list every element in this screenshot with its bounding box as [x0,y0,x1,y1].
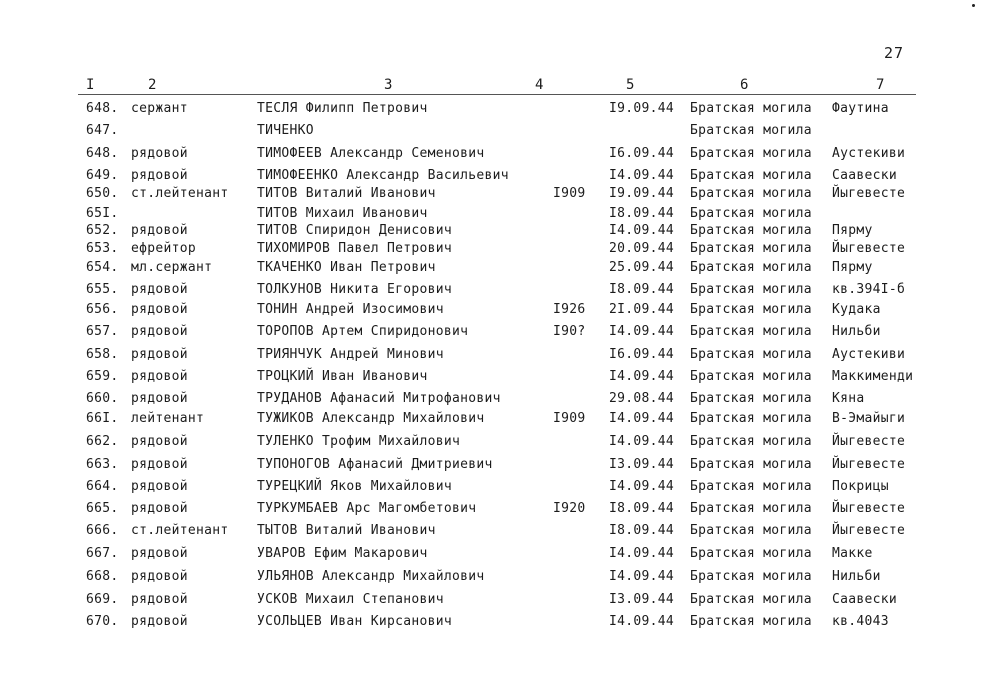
burial-place: Кяна [832,391,865,406]
row-number: 659. [86,369,119,384]
full-name: ТУЖИКОВ Александр Михайлович [257,411,485,426]
rank: рядовой [131,501,188,516]
burial-type: Братская могила [690,614,812,629]
rank: рядовой [131,479,188,494]
death-date: 29.08.44 [609,391,675,406]
row-number: 662. [86,434,119,449]
full-name: ТУЛЕНКО Трофим Михайлович [257,434,461,449]
death-date: I8.09.44 [609,501,675,516]
row-number: 660. [86,391,119,406]
burial-type: Братская могила [690,569,812,584]
death-date: I4.09.44 [609,168,675,183]
full-name: УЛЬЯНОВ Александр Михайлович [257,569,485,584]
rank: рядовой [131,592,188,607]
row-number: 658. [86,347,119,362]
rank: рядовой [131,614,188,629]
table-row [0,434,1000,456]
rank: ефрейтор [131,241,197,256]
burial-place: Кудака [832,302,881,317]
death-date: I4.09.44 [609,479,675,494]
full-name: ТИХОМИРОВ Павел Петрович [257,241,453,256]
rank: рядовой [131,168,188,183]
full-name: УСОЛЬЦЕВ Иван Кирсанович [257,614,453,629]
rank: ст.лейтенант [131,523,229,538]
full-name: ТИМОФЕЕНКО Александр Васильевич [257,168,509,183]
death-date: I4.09.44 [609,614,675,629]
rank: мл.сержант [131,260,213,275]
burial-place: Покрицы [832,479,889,494]
table-row [0,101,1000,123]
full-name: ТИТОВ Виталий Иванович [257,186,436,201]
full-name: ТИТОВ Михаил Иванович [257,206,428,221]
burial-place: Маккименди [832,369,914,384]
birth-year: I909 [553,186,586,201]
burial-type: Братская могила [690,592,812,607]
burial-type: Братская могила [690,206,812,221]
row-number: 663. [86,457,119,472]
burial-place: кв.4043 [832,614,889,629]
col-header-3: 3 [384,77,393,93]
full-name: ТРОЦКИЙ Иван Иванович [257,369,428,384]
burial-place: Аустекиви [832,347,906,362]
burial-place: Йыгевесте [832,501,906,516]
burial-type: Братская могила [690,457,812,472]
table-row [0,123,1000,145]
table-row [0,146,1000,168]
burial-type: Братская могила [690,282,812,297]
page-number: 27 [884,44,905,62]
burial-type: Братская могила [690,146,812,161]
death-date: I8.09.44 [609,282,675,297]
table-row [0,260,1000,282]
burial-type: Братская могила [690,186,812,201]
row-number: 66I. [86,411,119,426]
table-row [0,569,1000,591]
burial-place: Пярму [832,223,873,238]
death-date: 20.09.44 [609,241,675,256]
burial-type: Братская могила [690,324,812,339]
full-name: ТОРОПОВ Артем Спиридонович [257,324,469,339]
table-row [0,391,1000,413]
burial-type: Братская могила [690,302,812,317]
death-date: I4.09.44 [609,369,675,384]
birth-year: I926 [553,302,586,317]
full-name: ТУПОНОГОВ Афанасий Дмитриевич [257,457,493,472]
row-number: 665. [86,501,119,516]
row-number: 668. [86,569,119,584]
table-row [0,501,1000,523]
burial-type: Братская могила [690,123,812,138]
burial-type: Братская могила [690,391,812,406]
burial-place: кв.394I-б [832,282,906,297]
rank: лейтенант [131,411,205,426]
death-date: I9.09.44 [609,101,675,116]
row-number: 654. [86,260,119,275]
burial-place: Аустекиви [832,146,906,161]
row-number: 652. [86,223,119,238]
burial-place: Нильби [832,569,881,584]
death-date: I3.09.44 [609,457,675,472]
death-date: 2I.09.44 [609,302,675,317]
table-row [0,457,1000,479]
death-date: I9.09.44 [609,186,675,201]
burial-type: Братская могила [690,523,812,538]
rank: ст.лейтенант [131,186,229,201]
rank: рядовой [131,282,188,297]
full-name: ТЫТОВ Виталий Иванович [257,523,436,538]
rank: рядовой [131,146,188,161]
full-name: ТРИЯНЧУК Андрей Минович [257,347,444,362]
col-header-6: 6 [740,77,749,93]
death-date: I4.09.44 [609,411,675,426]
rank: рядовой [131,546,188,561]
header-rule [78,94,916,95]
row-number: 666. [86,523,119,538]
burial-type: Братская могила [690,546,812,561]
full-name: ТЕСЛЯ Филипп Петрович [257,101,428,116]
burial-type: Братская могила [690,434,812,449]
burial-place: Йыгевесте [832,457,906,472]
burial-place: Фаутина [832,101,889,116]
death-date: I6.09.44 [609,146,675,161]
burial-type: Братская могила [690,241,812,256]
scan-speck [972,4,975,7]
row-number: 649. [86,168,119,183]
table-row [0,614,1000,636]
full-name: ТКАЧЕНКО Иван Петрович [257,260,436,275]
burial-type: Братская могила [690,347,812,362]
death-date: I4.09.44 [609,546,675,561]
row-number: 656. [86,302,119,317]
burial-type: Братская могила [690,101,812,116]
burial-type: Братская могила [690,223,812,238]
table-row [0,347,1000,369]
full-name: ТУРЕЦКИЙ Яков Михайлович [257,479,453,494]
row-number: 647. [86,123,119,138]
burial-place: Саавески [832,592,898,607]
row-number: 667. [86,546,119,561]
burial-place: Йыгевесте [832,434,906,449]
death-date: I4.09.44 [609,569,675,584]
burial-type: Братская могила [690,479,812,494]
row-number: 65I. [86,206,119,221]
table-row [0,302,1000,324]
burial-place: В-Эмайыги [832,411,906,426]
death-date: 25.09.44 [609,260,675,275]
col-header-2: 2 [148,77,157,93]
full-name: ТИЧЕНКО [257,123,314,138]
birth-year: I909 [553,411,586,426]
burial-type: Братская могила [690,260,812,275]
full-name: УВАРОВ Ефим Макарович [257,546,428,561]
row-number: 669. [86,592,119,607]
table-row [0,411,1000,433]
col-header-4: 4 [535,77,544,93]
burial-place: Йыгевесте [832,523,906,538]
row-number: 657. [86,324,119,339]
rank: рядовой [131,369,188,384]
birth-year: I920 [553,501,586,516]
full-name: ТИТОВ Спиридон Денисович [257,223,453,238]
death-date: I6.09.44 [609,347,675,362]
full-name: ТИМОФЕЕВ Александр Семенович [257,146,485,161]
full-name: ТОНИН Андрей Изосимович [257,302,444,317]
col-header-1: I [86,77,95,93]
row-number: 648. [86,101,119,116]
burial-type: Братская могила [690,168,812,183]
rank: рядовой [131,434,188,449]
row-number: 650. [86,186,119,201]
table-row [0,324,1000,346]
death-date: I8.09.44 [609,523,675,538]
death-date: I3.09.44 [609,592,675,607]
rank: сержант [131,101,188,116]
burial-type: Братская могила [690,369,812,384]
table-row [0,479,1000,501]
rank: рядовой [131,569,188,584]
full-name: ТРУДАНОВ Афанасий Митрофанович [257,391,501,406]
death-date: I4.09.44 [609,434,675,449]
burial-place: Саавески [832,168,898,183]
burial-place: Йыгевесте [832,186,906,201]
burial-place: Йыгевесте [832,241,906,256]
col-header-5: 5 [626,77,635,93]
rank: рядовой [131,391,188,406]
burial-place: Макке [832,546,873,561]
col-header-7: 7 [876,77,885,93]
death-date: I8.09.44 [609,206,675,221]
rank: рядовой [131,223,188,238]
death-date: I4.09.44 [609,324,675,339]
row-number: 648. [86,146,119,161]
row-number: 670. [86,614,119,629]
row-number: 664. [86,479,119,494]
row-number: 655. [86,282,119,297]
full-name: ТУРКУМБАЕВ Арс Магомбетович [257,501,477,516]
row-number: 653. [86,241,119,256]
rank: рядовой [131,324,188,339]
burial-type: Братская могила [690,501,812,516]
table-row [0,523,1000,545]
full-name: УСКОВ Михаил Степанович [257,592,444,607]
death-date: I4.09.44 [609,223,675,238]
table-row [0,282,1000,304]
table-row [0,369,1000,391]
rank: рядовой [131,302,188,317]
full-name: ТОЛКУНОВ Никита Егорович [257,282,453,297]
table-row [0,186,1000,208]
table-row [0,592,1000,614]
rank: рядовой [131,347,188,362]
burial-type: Братская могила [690,411,812,426]
rank: рядовой [131,457,188,472]
burial-place: Нильби [832,324,881,339]
birth-year: I90? [553,324,586,339]
table-row [0,546,1000,568]
burial-place: Пярму [832,260,873,275]
